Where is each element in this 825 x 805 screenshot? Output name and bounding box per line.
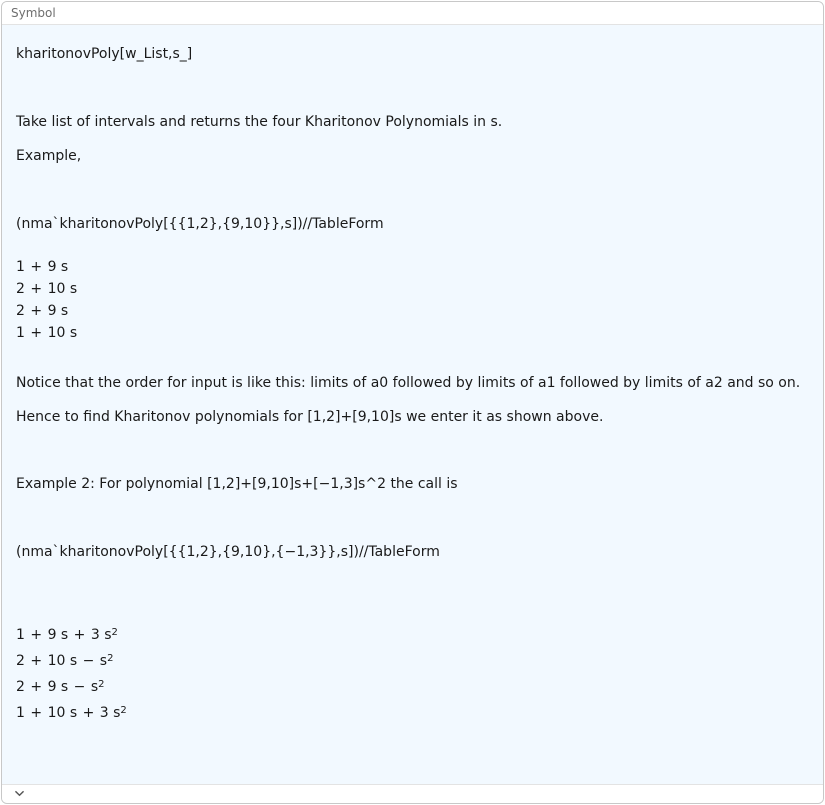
term: 2 [16,679,25,695]
term: 10 s [47,325,78,341]
operator: + [25,653,47,669]
panel-footer [2,784,823,803]
operator: + [25,627,47,643]
result-row [16,301,68,321]
description-summary: Take list of intervals and returns the four Kharitonov Polynomials in s. [16,114,503,130]
chevron-down-icon[interactable] [15,789,24,798]
note-input-order: Notice that the order for input is like this: limits of a0 followed by limits of a1 followed by limits of a2 and so on. [16,375,801,391]
operator: + [25,259,47,275]
panel-title: Symbol [11,6,56,20]
term: s [90,679,99,695]
term: 3 s [90,627,112,643]
term: 2 [16,303,25,319]
operator: − [69,679,90,695]
term: 2 [16,281,25,297]
note-hence: Hence to find Kharitonov polynomials for [1,2]+[9,10]s we enter it as shown above. [16,409,604,425]
example2-label: Example 2: For polynomial [1,2]+[9,10]s+[−1,3]s^2 the call is [16,476,458,492]
term: 3 s [99,705,121,721]
operator: + [25,679,47,695]
exponent: 2 [120,705,127,716]
result-row [16,279,77,299]
exponent: 2 [107,653,114,664]
term: s [99,653,108,669]
term: 1 [16,705,25,721]
term: 10 s [47,705,78,721]
example1-input[interactable]: (nma`kharitonovPoly[{{1,2},{9,10}},s])//TableForm [16,216,384,232]
operator: + [78,705,99,721]
term: 9 s [47,679,69,695]
term: 10 s [47,653,78,669]
term: 1 [16,259,25,275]
result-row [16,651,113,671]
term: 9 s [47,303,69,319]
result-row [16,703,127,723]
term: 9 s [47,259,69,275]
symbol-panel [1,1,824,804]
example2-input[interactable]: (nma`kharitonovPoly[{{1,2},{9,10},{−1,3}},s])//TableForm [16,544,440,560]
operator: + [25,303,47,319]
term: 2 [16,653,25,669]
exponent: 2 [98,679,105,690]
operator: − [78,653,99,669]
operator: + [69,627,90,643]
result-row [16,677,105,697]
term: 1 [16,325,25,341]
result-row [16,257,68,277]
usage-signature: kharitonovPoly[w_List,s_] [16,46,193,62]
result-row [16,625,118,645]
panel-header [2,2,823,25]
operator: + [25,705,47,721]
term: 1 [16,627,25,643]
operator: + [25,325,47,341]
term: 9 s [47,627,69,643]
result-row [16,323,77,343]
exponent: 2 [111,627,118,638]
operator: + [25,281,47,297]
term: 10 s [47,281,78,297]
example-label: Example, [16,148,82,164]
